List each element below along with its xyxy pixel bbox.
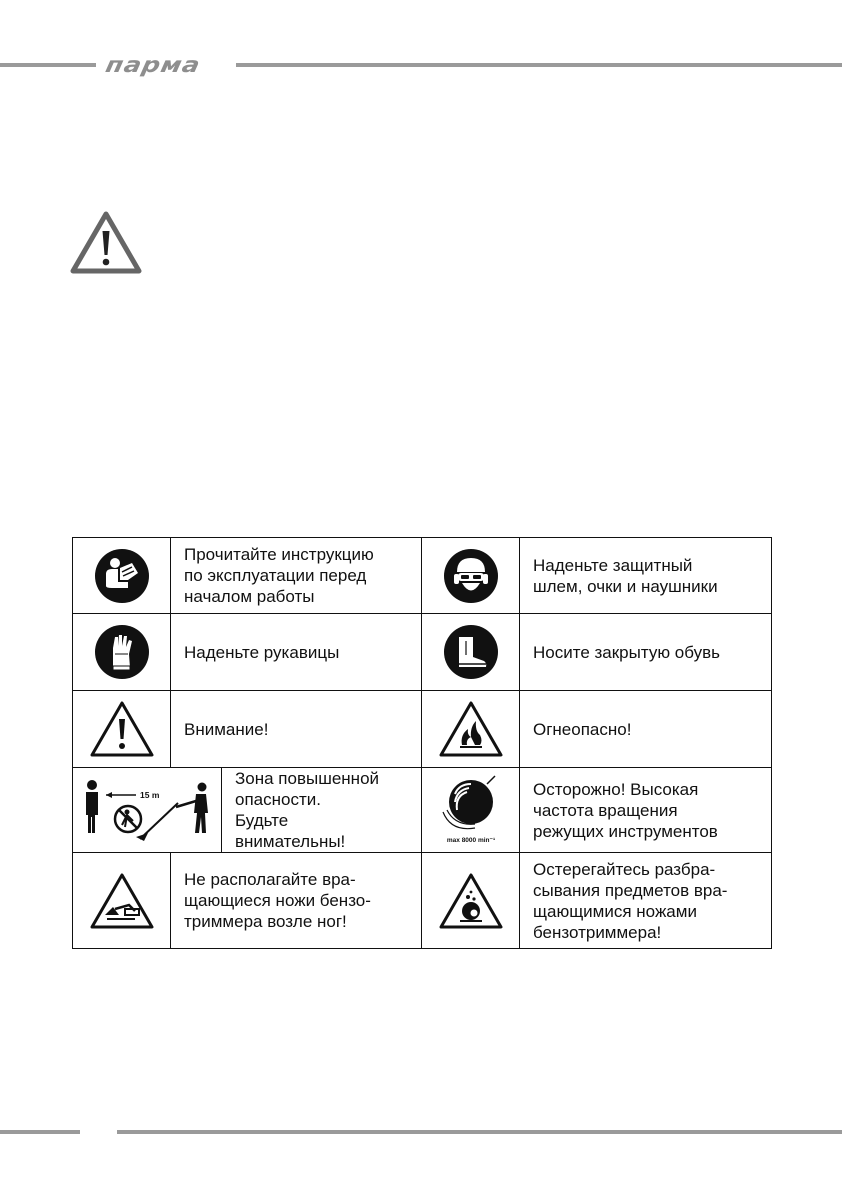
header-rule-left	[0, 63, 96, 67]
flammable-icon	[438, 699, 504, 759]
warning-triangle-icon	[69, 209, 143, 275]
danger-zone-15m-icon	[78, 777, 216, 843]
table-row	[73, 768, 772, 853]
header-rule-right	[236, 63, 842, 67]
distance-label: 15 m	[140, 790, 160, 800]
read-manual-icon	[94, 548, 150, 604]
helmet-goggles-earmuffs-icon	[443, 548, 499, 604]
table-row	[73, 614, 772, 691]
gloves-icon	[94, 624, 150, 680]
rotation-speed-icon	[425, 774, 517, 846]
sign-text: Осторожно! Высокая частота вращения режущих инструментов	[520, 768, 772, 853]
sign-text: Внимание!	[171, 691, 422, 768]
sign-text: Носите закрытую обувь	[520, 614, 772, 691]
speed-label: max 8000 min⁻¹	[446, 837, 495, 844]
sign-text: Прочитайте инструкцию по эксплуатации перед началом работы	[171, 538, 422, 614]
thrown-objects-icon	[438, 871, 504, 931]
footer-rule-left	[0, 1130, 80, 1134]
sign-text: Наденьте защитный шлем, очки и наушники	[520, 538, 772, 614]
boots-icon	[443, 624, 499, 680]
warning-triangle-icon	[89, 699, 155, 759]
sign-text: Огнеопасно!	[520, 691, 772, 768]
sign-text: Остерегайтесь разбра- сывания предметов вра- щающимися ножами бензотриммера!	[520, 853, 772, 949]
sign-text: Наденьте рукавицы	[171, 614, 422, 691]
blade-near-feet-icon	[89, 871, 155, 931]
table-row	[73, 538, 772, 614]
sign-text: Не располагайте вра- щающиеся ножи бензо- триммера возле ног!	[171, 853, 422, 949]
sign-text: Зона повышенной опасности. Будьте внимательны!	[235, 769, 380, 851]
safety-signs-table	[72, 537, 772, 949]
footer-rule-right	[117, 1130, 842, 1134]
table-row	[73, 691, 772, 768]
table-row	[73, 853, 772, 949]
brand-logo: парма	[103, 52, 204, 77]
